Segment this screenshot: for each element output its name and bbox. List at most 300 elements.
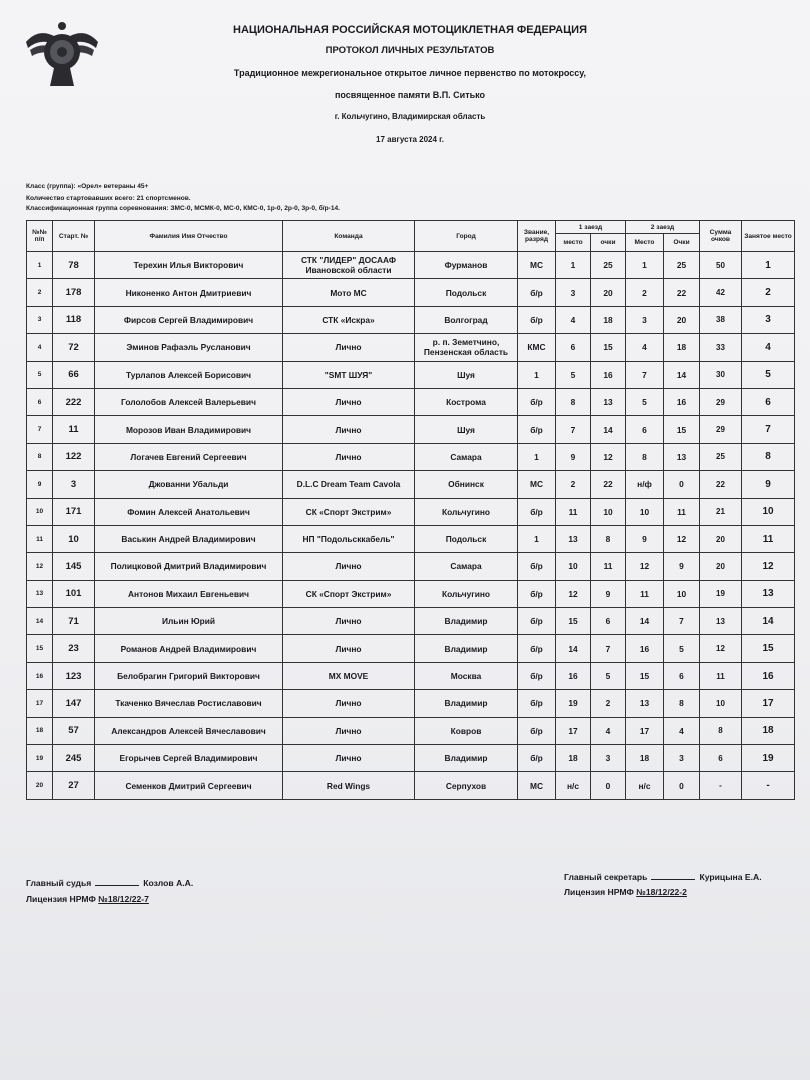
cell-final-place: 16 — [742, 662, 795, 689]
col-start: Старт. № — [53, 221, 95, 252]
cell-name: Романов Андрей Владимирович — [95, 635, 283, 662]
cell-final-place: 1 — [742, 252, 795, 279]
cell-rank: МС — [518, 471, 556, 498]
cell-rank: б/р — [518, 388, 556, 415]
cell-heat2-place: 18 — [626, 745, 664, 772]
cell-heat1-place: 2 — [556, 471, 591, 498]
cell-total: 21 — [700, 498, 742, 525]
cell-heat2-points: 6 — [664, 662, 700, 689]
cell-name: Александров Алексей Вячеславович — [95, 717, 283, 744]
cell-final-place: 18 — [742, 717, 795, 744]
cell-heat1-place: 13 — [556, 525, 591, 552]
cell-city: Шуя — [415, 416, 518, 443]
cell-start: 78 — [53, 252, 95, 279]
table-row — [27, 334, 795, 361]
cell-total: 50 — [700, 252, 742, 279]
cell-team: Лично — [283, 608, 415, 635]
cell-total: 10 — [700, 690, 742, 717]
cell-heat1-points: 6 — [591, 608, 626, 635]
cell-num: 1 — [27, 252, 53, 279]
results-table — [26, 220, 795, 800]
cell-rank: б/р — [518, 416, 556, 443]
cell-start: 147 — [53, 690, 95, 717]
cell-heat1-place: 18 — [556, 745, 591, 772]
cell-start: 71 — [53, 608, 95, 635]
cell-heat2-place: 3 — [626, 306, 664, 333]
secretary-license-number: №18/12/22-2 — [636, 887, 687, 897]
cell-start: 178 — [53, 279, 95, 306]
cell-name: Эминов Рафаэль Русланович — [95, 334, 283, 361]
cell-heat2-points: 0 — [664, 772, 700, 799]
judge-signature — [26, 878, 193, 888]
cell-name: Логачев Евгений Сергеевич — [95, 443, 283, 470]
cell-team: "SMT ШУЯ" — [283, 361, 415, 388]
cell-final-place: 19 — [742, 745, 795, 772]
cell-heat1-place: 11 — [556, 498, 591, 525]
cell-city: Подольск — [415, 525, 518, 552]
cell-num: 9 — [27, 471, 53, 498]
cell-heat2-place: н/с — [626, 772, 664, 799]
secretary-license — [564, 887, 687, 897]
judge-license-label: Лицензия НРМФ — [26, 894, 96, 904]
cell-total: 19 — [700, 580, 742, 607]
judge-license — [26, 894, 149, 904]
cell-heat2-place: 7 — [626, 361, 664, 388]
col-heat2-place: Место — [626, 234, 664, 252]
cell-rank: б/р — [518, 498, 556, 525]
col-heat2-points: Очки — [664, 234, 700, 252]
cell-heat2-place: 2 — [626, 279, 664, 306]
cell-heat1-points: 12 — [591, 443, 626, 470]
cell-rank: б/р — [518, 279, 556, 306]
cell-heat2-place: 8 — [626, 443, 664, 470]
cell-final-place: 7 — [742, 416, 795, 443]
cell-heat1-place: 10 — [556, 553, 591, 580]
cell-total: 42 — [700, 279, 742, 306]
cell-rank: б/р — [518, 717, 556, 744]
cell-city: Кольчугино — [415, 580, 518, 607]
cell-team: Мото МС — [283, 279, 415, 306]
cell-name: Терехин Илья Викторович — [95, 252, 283, 279]
cell-total: 11 — [700, 662, 742, 689]
cell-city: Владимир — [415, 690, 518, 717]
cell-final-place: 6 — [742, 388, 795, 415]
cell-total: 20 — [700, 525, 742, 552]
table-row — [27, 717, 795, 744]
col-total: Сумма очков — [700, 221, 742, 252]
col-rank: Звание, разряд — [518, 221, 556, 252]
cell-name: Турлапов Алексей Борисович — [95, 361, 283, 388]
cell-heat2-points: 25 — [664, 252, 700, 279]
cell-team: Лично — [283, 416, 415, 443]
secretary-signature — [564, 872, 762, 882]
cell-heat2-points: 12 — [664, 525, 700, 552]
cell-name: Ильин Юрий — [95, 608, 283, 635]
cell-start: 145 — [53, 553, 95, 580]
cell-heat1-points: 10 — [591, 498, 626, 525]
cell-team: Лично — [283, 334, 415, 361]
col-team: Команда — [283, 221, 415, 252]
col-heat1-place: место — [556, 234, 591, 252]
cell-team: Лично — [283, 690, 415, 717]
secretary-signature-line — [651, 879, 695, 880]
cell-num: 6 — [27, 388, 53, 415]
cell-rank: б/р — [518, 690, 556, 717]
cell-heat1-place: 15 — [556, 608, 591, 635]
cell-num: 20 — [27, 772, 53, 799]
cell-heat1-points: 15 — [591, 334, 626, 361]
cell-final-place: 12 — [742, 553, 795, 580]
cell-heat1-points: 0 — [591, 772, 626, 799]
cell-team: СК «Спорт Экстрим» — [283, 498, 415, 525]
cell-team: Лично — [283, 553, 415, 580]
class-group: Класс (группа): «Орел» ветераны 45+ — [26, 183, 149, 190]
cell-total: 38 — [700, 306, 742, 333]
col-heat2: 2 заезд — [626, 221, 700, 234]
col-final-place: Занятое место — [742, 221, 795, 252]
cell-heat1-points: 22 — [591, 471, 626, 498]
cell-final-place: 11 — [742, 525, 795, 552]
cell-rank: б/р — [518, 608, 556, 635]
col-heat1-points: очки — [591, 234, 626, 252]
cell-start: 72 — [53, 334, 95, 361]
cell-heat2-points: 13 — [664, 443, 700, 470]
cell-heat2-place: 14 — [626, 608, 664, 635]
cell-rank: б/р — [518, 306, 556, 333]
cell-team: СК «Спорт Экстрим» — [283, 580, 415, 607]
cell-heat2-place: 1 — [626, 252, 664, 279]
results-body — [27, 252, 795, 800]
cell-total: 6 — [700, 745, 742, 772]
cell-num: 19 — [27, 745, 53, 772]
cell-heat1-points: 13 — [591, 388, 626, 415]
cell-heat1-points: 2 — [591, 690, 626, 717]
cell-team: Лично — [283, 443, 415, 470]
cell-heat1-points: 7 — [591, 635, 626, 662]
cell-heat2-points: 22 — [664, 279, 700, 306]
cell-start: 66 — [53, 361, 95, 388]
cell-city: Владимир — [415, 608, 518, 635]
table-row — [27, 608, 795, 635]
cell-heat2-place: 16 — [626, 635, 664, 662]
cell-heat1-points: 5 — [591, 662, 626, 689]
cell-num: 14 — [27, 608, 53, 635]
cell-city: Самара — [415, 553, 518, 580]
cell-heat2-place: 11 — [626, 580, 664, 607]
cell-start: 10 — [53, 525, 95, 552]
cell-start: 245 — [53, 745, 95, 772]
cell-heat2-points: 7 — [664, 608, 700, 635]
cell-num: 2 — [27, 279, 53, 306]
cell-heat1-points: 14 — [591, 416, 626, 443]
table-row — [27, 525, 795, 552]
cell-heat1-place: 17 — [556, 717, 591, 744]
cell-final-place: 15 — [742, 635, 795, 662]
cell-num: 18 — [27, 717, 53, 744]
cell-heat2-place: 6 — [626, 416, 664, 443]
event-title-line2: посвященное памяти В.П. Ситько — [334, 90, 486, 100]
col-num: №№ п/п — [27, 221, 53, 252]
cell-heat2-place: 15 — [626, 662, 664, 689]
cell-total: 29 — [700, 388, 742, 415]
cell-start: 222 — [53, 388, 95, 415]
judge-title: Главный судья — [26, 878, 92, 888]
cell-total: 20 — [700, 553, 742, 580]
cell-heat1-place: 19 — [556, 690, 591, 717]
cell-heat2-place: 5 — [626, 388, 664, 415]
cell-num: 8 — [27, 443, 53, 470]
cell-city: Волгоград — [415, 306, 518, 333]
cell-num: 10 — [27, 498, 53, 525]
cell-team: MX MOVE — [283, 662, 415, 689]
cell-start: 23 — [53, 635, 95, 662]
cell-start: 57 — [53, 717, 95, 744]
cell-heat2-points: 11 — [664, 498, 700, 525]
classification-group: Классификационная группа соревнования: ЗМС-0, МСМК-0, МС-0, КМС-0, 1р-0, 2р-0, 3р-0, б/р-14. — [26, 205, 340, 212]
cell-heat1-points: 8 — [591, 525, 626, 552]
cell-city: Москва — [415, 662, 518, 689]
cell-name: Фомин Алексей Анатольевич — [95, 498, 283, 525]
cell-heat1-place: 8 — [556, 388, 591, 415]
cell-city: Серпухов — [415, 772, 518, 799]
cell-city: Кострома — [415, 388, 518, 415]
col-city: Город — [415, 221, 518, 252]
cell-name: Егорычев Сергей Владимирович — [95, 745, 283, 772]
cell-city: Кольчугино — [415, 498, 518, 525]
cell-total: 12 — [700, 635, 742, 662]
cell-start: 122 — [53, 443, 95, 470]
cell-heat1-points: 4 — [591, 717, 626, 744]
cell-heat2-place: н/ф — [626, 471, 664, 498]
cell-final-place: 13 — [742, 580, 795, 607]
judge-name: Козлов А.А. — [143, 878, 194, 888]
cell-num: 11 — [27, 525, 53, 552]
secretary-license-label: Лицензия НРМФ — [564, 887, 634, 897]
cell-rank: 1 — [518, 525, 556, 552]
table-row — [27, 443, 795, 470]
table-row — [27, 635, 795, 662]
cell-heat2-points: 8 — [664, 690, 700, 717]
cell-rank: б/р — [518, 635, 556, 662]
cell-final-place: 9 — [742, 471, 795, 498]
federation-title: НАЦИОНАЛЬНАЯ РОССИЙСКАЯ МОТОЦИКЛЕТНАЯ ФЕДЕРАЦИЯ — [233, 24, 587, 36]
cell-num: 5 — [27, 361, 53, 388]
cell-heat1-place: 12 — [556, 580, 591, 607]
table-row — [27, 306, 795, 333]
federation-emblem-icon — [24, 20, 100, 90]
cell-total: 30 — [700, 361, 742, 388]
cell-name: Васькин Андрей Владимирович — [95, 525, 283, 552]
event-title-line1: Традиционное межрегиональное открытое личное первенство по мотокроссу, — [233, 68, 587, 78]
table-row — [27, 471, 795, 498]
cell-heat1-place: 7 — [556, 416, 591, 443]
cell-city: Обнинск — [415, 471, 518, 498]
cell-team: СТК "ЛИДЕР" ДОСААФ Ивановской области — [283, 252, 415, 279]
table-row — [27, 553, 795, 580]
cell-heat2-place: 12 — [626, 553, 664, 580]
cell-team: Лично — [283, 745, 415, 772]
cell-heat1-place: 3 — [556, 279, 591, 306]
cell-heat2-points: 18 — [664, 334, 700, 361]
cell-rank: МС — [518, 252, 556, 279]
cell-num: 7 — [27, 416, 53, 443]
cell-heat2-place: 17 — [626, 717, 664, 744]
cell-city: Владимир — [415, 745, 518, 772]
cell-name: Морозов Иван Владимирович — [95, 416, 283, 443]
cell-heat2-points: 20 — [664, 306, 700, 333]
cell-team: СТК «Искра» — [283, 306, 415, 333]
cell-heat2-points: 3 — [664, 745, 700, 772]
cell-final-place: 4 — [742, 334, 795, 361]
cell-heat2-points: 14 — [664, 361, 700, 388]
cell-num: 3 — [27, 306, 53, 333]
cell-final-place: 3 — [742, 306, 795, 333]
cell-start: 27 — [53, 772, 95, 799]
cell-final-place: 5 — [742, 361, 795, 388]
cell-final-place: 14 — [742, 608, 795, 635]
cell-heat1-place: 1 — [556, 252, 591, 279]
cell-final-place: 17 — [742, 690, 795, 717]
cell-team: Лично — [283, 717, 415, 744]
cell-heat1-points: 11 — [591, 553, 626, 580]
cell-heat1-place: н/с — [556, 772, 591, 799]
table-row — [27, 416, 795, 443]
cell-total: 29 — [700, 416, 742, 443]
cell-name: Полицковой Дмитрий Владимирович — [95, 553, 283, 580]
cell-team: D.L.C Dream Team Cavola — [283, 471, 415, 498]
cell-start: 123 — [53, 662, 95, 689]
cell-total: 25 — [700, 443, 742, 470]
cell-heat2-points: 10 — [664, 580, 700, 607]
cell-rank: 1 — [518, 443, 556, 470]
cell-city: Владимир — [415, 635, 518, 662]
cell-heat1-place: 4 — [556, 306, 591, 333]
cell-total: 13 — [700, 608, 742, 635]
secretary-title: Главный секретарь — [564, 872, 648, 882]
cell-heat1-points: 25 — [591, 252, 626, 279]
cell-city: Ковров — [415, 717, 518, 744]
judge-license-number: №18/12/22-7 — [98, 894, 149, 904]
cell-rank: б/р — [518, 745, 556, 772]
event-date: 17 августа 2024 г. — [376, 135, 444, 144]
table-row — [27, 279, 795, 306]
cell-total: 8 — [700, 717, 742, 744]
col-heat1: 1 заезд — [556, 221, 626, 234]
cell-num: 12 — [27, 553, 53, 580]
cell-heat2-points: 9 — [664, 553, 700, 580]
cell-rank: МС — [518, 772, 556, 799]
cell-heat1-points: 16 — [591, 361, 626, 388]
cell-start: 101 — [53, 580, 95, 607]
table-row — [27, 252, 795, 279]
table-row — [27, 662, 795, 689]
judge-signature-line — [95, 885, 139, 886]
table-row — [27, 745, 795, 772]
cell-heat2-points: 0 — [664, 471, 700, 498]
cell-heat2-place: 13 — [626, 690, 664, 717]
cell-rank: б/р — [518, 553, 556, 580]
cell-heat1-points: 18 — [591, 306, 626, 333]
table-row — [27, 580, 795, 607]
col-name: Фамилия Имя Отчество — [95, 221, 283, 252]
cell-name: Антонов Михаил Евгеньевич — [95, 580, 283, 607]
cell-heat2-points: 5 — [664, 635, 700, 662]
cell-team: Red Wings — [283, 772, 415, 799]
cell-name: Фирсов Сергей Владимирович — [95, 306, 283, 333]
cell-rank: КМС — [518, 334, 556, 361]
cell-heat2-place: 9 — [626, 525, 664, 552]
cell-heat1-points: 9 — [591, 580, 626, 607]
protocol-title: ПРОТОКОЛ ЛИЧНЫХ РЕЗУЛЬТАТОВ — [325, 45, 495, 56]
cell-start: 11 — [53, 416, 95, 443]
cell-team: Лично — [283, 388, 415, 415]
secretary-name: Курицына Е.А. — [699, 872, 762, 882]
cell-heat2-points: 15 — [664, 416, 700, 443]
cell-city: Самара — [415, 443, 518, 470]
cell-final-place: - — [742, 772, 795, 799]
cell-start: 118 — [53, 306, 95, 333]
cell-heat2-place: 10 — [626, 498, 664, 525]
cell-num: 16 — [27, 662, 53, 689]
cell-heat1-points: 3 — [591, 745, 626, 772]
cell-team: Лично — [283, 635, 415, 662]
cell-city: Шуя — [415, 361, 518, 388]
cell-heat2-place: 4 — [626, 334, 664, 361]
cell-num: 4 — [27, 334, 53, 361]
table-row — [27, 388, 795, 415]
cell-name: Никоненко Антон Дмитриевич — [95, 279, 283, 306]
cell-city: Фурманов — [415, 252, 518, 279]
cell-city: р. п. Земетчино, Пензенская область — [415, 334, 518, 361]
cell-num: 15 — [27, 635, 53, 662]
table-row — [27, 772, 795, 799]
cell-city: Подольск — [415, 279, 518, 306]
cell-heat1-place: 9 — [556, 443, 591, 470]
cell-start: 3 — [53, 471, 95, 498]
cell-heat1-place: 16 — [556, 662, 591, 689]
event-location: г. Кольчугино, Владимирская область — [334, 112, 486, 121]
cell-heat1-place: 5 — [556, 361, 591, 388]
cell-name: Семенков Дмитрий Сергеевич — [95, 772, 283, 799]
cell-name: Гололобов Алексей Валерьевич — [95, 388, 283, 415]
cell-final-place: 8 — [742, 443, 795, 470]
cell-heat2-points: 16 — [664, 388, 700, 415]
cell-name: Джованни Убальди — [95, 471, 283, 498]
cell-heat2-points: 4 — [664, 717, 700, 744]
cell-rank: б/р — [518, 580, 556, 607]
cell-team: НП "Подольсккабель" — [283, 525, 415, 552]
cell-final-place: 2 — [742, 279, 795, 306]
cell-rank: б/р — [518, 662, 556, 689]
table-row — [27, 498, 795, 525]
cell-total: 33 — [700, 334, 742, 361]
cell-total: 22 — [700, 471, 742, 498]
table-row — [27, 690, 795, 717]
cell-num: 17 — [27, 690, 53, 717]
cell-heat1-place: 14 — [556, 635, 591, 662]
starters-count: Количество стартовавших всего: 21 спортсменов. — [26, 195, 191, 202]
table-row — [27, 361, 795, 388]
cell-name: Белобрагин Григорий Викторович — [95, 662, 283, 689]
cell-rank: 1 — [518, 361, 556, 388]
cell-total: - — [700, 772, 742, 799]
cell-num: 13 — [27, 580, 53, 607]
cell-final-place: 10 — [742, 498, 795, 525]
cell-name: Ткаченко Вячеслав Ростиславович — [95, 690, 283, 717]
cell-heat1-points: 20 — [591, 279, 626, 306]
cell-heat1-place: 6 — [556, 334, 591, 361]
cell-start: 171 — [53, 498, 95, 525]
